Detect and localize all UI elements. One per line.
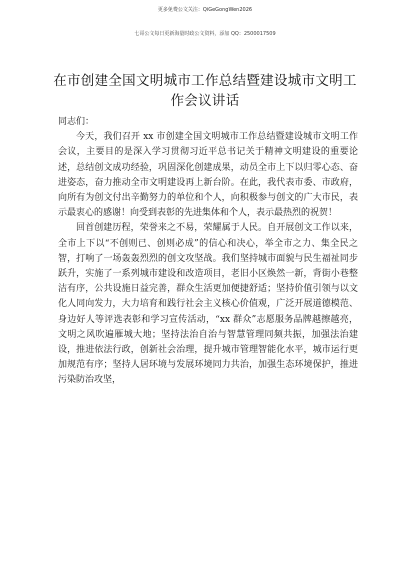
document-body	[58, 115, 358, 389]
paragraph-2: 回首创建历程，荣誉来之不易，荣耀属于人民。自开展创文工作以来，全市上下以“不创则已、创则必成”的信心和决心，举全市之力、集全民之智，打响了一场轰轰烈烈的创文攻坚战。我们坚持城市面貌与民生福祉同步跃升，实施了一系列城市建设和改造项目，老旧小区焕然一新，背街小巷整洁有序，公共设施日益完善，群众生活更加便捷舒适；坚持价值引领与以文化人同向发力，大力培育和践行社会主义核心价值观，广泛开展道德模范、身边好人等评选表彰和学习宣传活动，“xx 群众”志愿服务品牌越擦越亮，文明之风吹遍雁城大地；坚持法治自治与智慧管理同频共振，加强法治建设，推进依法行政，创新社会治理，提升城市管理智能化水平，城市运行更加规范有序；坚持人居环境与发展环境同力共治，加强生态环境保护，推进污染防治攻坚，	[58, 223, 358, 386]
salutation: 同志们：	[58, 117, 95, 127]
sub-banner: 七哥公文每日更新海量时政公文资料，添加 QQ：2500017509	[134, 31, 276, 37]
top-banner: 更多免费公文关注：QiGeGongWen2026	[157, 7, 253, 13]
document-title: 在市创建全国文明城市工作总结暨建设城市文明工作会议讲话	[53, 73, 357, 109]
paragraph-1: 今天，我们召开 xx 市创建全国文明城市工作总结暨建设城市文明工作会议，主要目的是深入学习贯彻习近平总书记关于精神文明建设的重要论述，总结创文成功经验，巩固深化创建成果，动员全市上下以归零心态、奋进姿态，奋力推动全市文明建设再上新台阶。在此，我代表市委、市政府，向所有为创文付出辛勤努力的单位和个人，向积极参与创文的广大市民，表示最衷心的感谢！向受到表彰的先进集体和个人，表示最热烈的祝贺！	[58, 132, 358, 219]
